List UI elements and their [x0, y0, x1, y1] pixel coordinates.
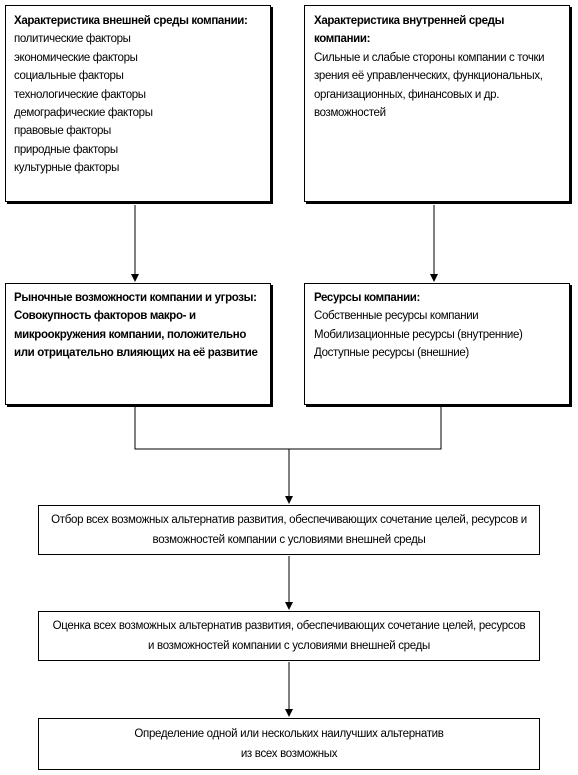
market-opportunities-heading: Рыночные возможности компании и угрозы: — [14, 292, 257, 304]
external-factor-item: политические факторы — [14, 33, 131, 46]
external-factor-item: демографические факторы — [14, 107, 153, 120]
external-factor-item: экономические факторы — [14, 51, 138, 64]
selection-text: Отбор всех возможных альтернатив развития, обеспечивающих сочетание целей, ресурсов и возможностей компании с условиями внешней среды — [51, 514, 527, 546]
merge-connector — [135, 407, 441, 449]
market-opportunities-text: Совокупность факторов макро- и микроокружения компании, положительно или отрицательно влияющих на её развитие — [14, 310, 258, 360]
resources-item: Собственные ресурсы компании — [314, 310, 479, 323]
evaluation-text: Оценка всех возможных альтернатив развития, обеспечивающих сочетание целей, ресурсов и возможностей компании с условиями внешней среды — [52, 620, 526, 652]
resources-heading: Ресурсы компании: — [314, 292, 420, 304]
external-factor-item: технологические факторы — [14, 88, 146, 101]
external-factor-item: природные факторы — [14, 143, 118, 156]
internal-environment-heading: Характеристика внутренней среды компании: — [314, 15, 505, 46]
external-environment-heading: Характеристика внешней среды компании: — [14, 15, 248, 27]
internal-environment-text: Сильные и слабые стороны компании с точки зрения её управленческих, функциональных, организационных, финансовых и др. возможностей — [314, 51, 545, 120]
decision-text: Определение одной или нескольких наилучших альтернатив из всех возможных — [134, 728, 444, 760]
resources-item: Доступные ресурсы (внешние) — [314, 347, 469, 360]
resources-item: Мобилизационные ресурсы (внутренние) — [314, 328, 523, 341]
external-factor-item: культурные факторы — [14, 162, 119, 175]
external-factor-item: правовые факторы — [14, 125, 111, 138]
external-factor-item: социальные факторы — [14, 70, 124, 83]
